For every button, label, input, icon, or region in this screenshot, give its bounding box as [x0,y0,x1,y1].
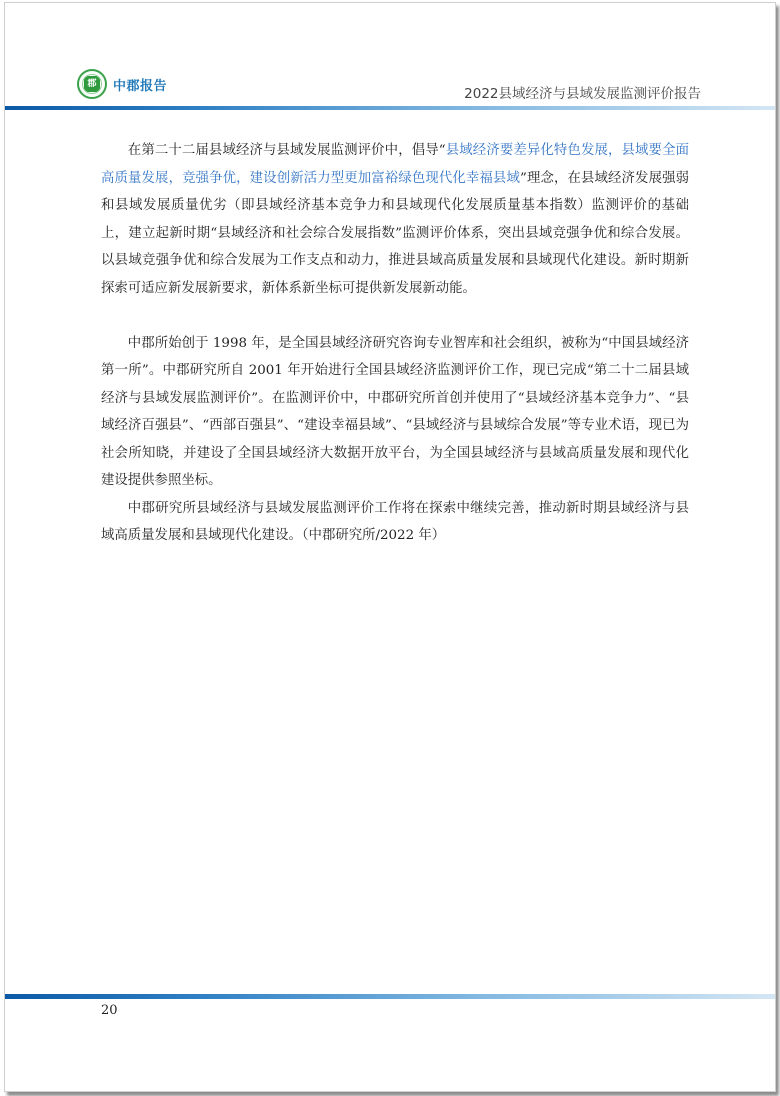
highlighted-slogan: 县域经济要差异化特色发展，县域要全面高质量发展，竞强争优，建设创新活力型更加富裕绿色现代化幸福县域 [101,143,689,186]
paragraph-1 [101,137,689,302]
paragraph-3: 中郡研究所县域经济与县域发展监测评价工作将在探索中继续完善，推动新时期县域经济与县域高质量发展和县域现代化建设。（中郡研究所/2022 年） [101,500,689,543]
document-page [4,2,776,1092]
logo-mark: 郡 [84,76,100,92]
paragraph-1-lead: 在第二十二届县域经济与县域发展监测评价中，倡导“ [127,143,446,158]
brand-logo [77,69,167,99]
page-number: 20 [101,1003,118,1018]
paragraph-1-rest: ”理念，在县域经济发展强弱和县域发展质量优劣（即县域经济基本竞争力和县域现代化发展质量基本指数）监测评价的基础上，建立起新时期“县域经济和社会综合发展指数”监测评价体系，突出县域竞强争优和综合发展。以县域竞强争优和综合发展为工作支点和动力，推进县域高质量发展和县域现代化建设。新时期新探索可适应新发展新要求，新体系新坐标可提供新发展新动能。 [101,170,689,296]
footer-rule [5,994,775,999]
paragraph-2: 中郡所始创于 1998 年，是全国县域经济研究咨询专业智库和社会组织，被称为“中国县域经济第一所”。中郡研究所自 2001 年开始进行全国县域经济监测评价工作，现已完成“第二十二届县域经济与县域发展监测评价”。在监测评价中，中郡研究所首创并使用了“县域经济基本竞争力”、“县域经济百强县”、“西部百强县”、“建设幸福县域”、“县域经济与县域综合发展”等专业术语，现已为社会所知晓，并建设了全国县域经济大数据开放平台，为全国县域经济与县域高质量发展和现代化建设提供参照坐标。 [101,335,689,488]
running-header-title: 2022县域经济与县域发展监测评价报告 [464,86,701,102]
zhongjun-emblem-icon [77,69,107,99]
body-text [101,137,689,550]
header-rule [5,106,775,110]
logo-text: 中郡报告 [113,78,168,94]
